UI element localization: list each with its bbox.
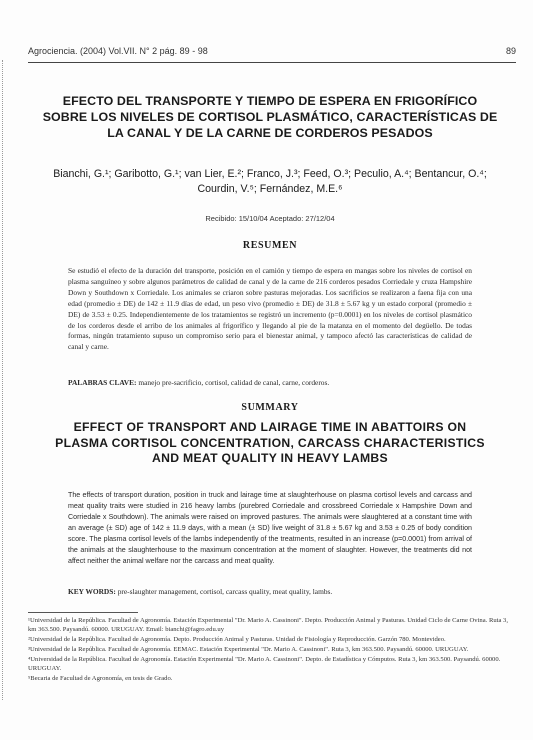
footnote-rule <box>28 612 138 613</box>
footnote-3: ³Universidad de la República. Facultad de Agronomía. EEMAC. Estación Experimental "Dr. Mario A. Cassinoni". Ruta 3, km 363.500. Paysandú. 60000. URUGUAY. <box>28 645 469 653</box>
journal-citation: Agrociencia. (2004) Vol.VII. N° 2 pág. 89 - 98 <box>28 46 208 56</box>
received-accepted-dates: Recibido: 15/10/04 Aceptado: 27/12/04 <box>205 214 335 223</box>
footnotes <box>28 616 516 684</box>
summary-heading: SUMMARY <box>241 402 299 413</box>
article-title: EFECTO DEL TRANSPORTE Y TIEMPO DE ESPERA EN FRIGORÍFICO SOBRE LOS NIVELES DE CORTISOL PLASMÁTICO, CARACTERÍSTICAS DE LA CANAL Y DE LA CARNE DE CORDEROS PESADOS <box>42 94 498 140</box>
scan-edge-mark <box>2 60 3 700</box>
author-list: Bianchi, G.¹; Garibotto, G.¹; van Lier, E.²; Franco, J.³; Feed, O.³; Peculio, A.⁴; Bentancur, O.⁴; Courdin, V.⁵; Fernández, M.E.⁶ <box>53 168 487 195</box>
footnote-1: ¹Universidad de la República. Facultad de Agronomía. Estación Experimental "Dr. Mario A. Cassinoni". Depto. Producción Animal y Pasturas. Unidad Ciclo de Carne Ovina. Ruta 3, km 363.500. Paysandú. 60000. URUGUAY. Email: bianchi@fagro.edu.uy <box>28 617 508 634</box>
english-title: EFFECT OF TRANSPORT AND LAIRAGE TIME IN ABATTOIRS ON PLASMA CORTISOL CONCENTRATION, CARCASS CHARACTERISTICS AND MEAT QUALITY IN HEAVY LAMBS <box>55 420 485 465</box>
summary-abstract: The effects of transport duration, position in truck and lairage time at slaughterhouse on plasma cortisol levels and carcass and meat quality traits were studied in 216 heavy lambs (purebred Corriedale and crossbreed Corriedale x Hampshire Down and Corriedale x Southdown). The animals were raised on improved pastures. The animals were slaughtered at a constant time with an average (± SD) age of 142 ± 11.9 days, with a mean (± SD) live weight of 31.8 ± 5.67 kg and 3.53 ± 0.25 of body condition score. The plasma cortisol levels of the lambs independently of the treatments, resulted in an increase (p=0.0001) from arrival of the animals at the slaughterhouse to the maximum concentration at the moment of slaughter. However, the treatments did not affect neither the animal welfare nor the carcass and meat quality. <box>68 491 472 565</box>
resumen-abstract: Se estudió el efecto de la duración del transporte, posición en el camión y tiempo de espera en mangas sobre los niveles de cortisol en plasma sanguíneo y sobre algunos parámetros de calidad de canal y de la carne de 216 corderos pesados Corriedale y cruza Hampshire Down y Southdown x Corriedale. Los animales se criaron sobre pasturas mejoradas. Los sacrificios se realizaron a faena fija con una edad (promedio ± DE) de 142 ± 11.9 días de edad, un peso vivo (promedio ± DE) de 31.8 ± 5.67 kg y un estado corporal (promedio ± DE) de 3.53 ± 0.25. Independientemente de los tratamientos se registró un incremento (p=0.0001) en los niveles de cortisol plasmático de los corderos desde el arribo de los animales al frigorífico y llegando al pie de la matanza en el momento del degüello. De todas formas, ningún tratamiento supuso un compromiso serio para el bienestar animal, y tampoco afectó las características de calidad de canal y carne. <box>68 266 472 352</box>
key-words <box>68 587 472 597</box>
palabras-clave-label: PALABRAS CLAVE: <box>68 378 137 387</box>
key-words-label: KEY WORDS: <box>68 587 116 596</box>
palabras-clave <box>68 378 472 388</box>
header-rule <box>28 62 516 63</box>
footnote-4: ⁴Universidad de la República. Facultad de Agronomía. Estación Experimental "Dr. Mario A. Cassinoni". Depto. de Estadística y Cómputos. Ruta 3, km 363.500. Paysandú. 60000. URUGUAY. <box>28 655 501 672</box>
footnote-2: ²Universidad de la República. Facultad de Agronomía. Depto. Producción Animal y Pasturas. Unidad de Fisiología y Reproducción. Garzón 780. Montevideo. <box>28 636 446 644</box>
page-number: 89 <box>505 46 516 56</box>
key-words-text: pre-slaughter management, cortisol, carcass quality, meat quality, lambs. <box>117 587 333 596</box>
resumen-heading: RESUMEN <box>242 240 298 251</box>
palabras-clave-text: manejo pre-sacrificio, cortisol, calidad de canal, carne, corderos. <box>138 378 330 387</box>
footnote-5: ⁵Becaria de Facultad de Agronomía, en tesis de Grado. <box>28 674 173 682</box>
